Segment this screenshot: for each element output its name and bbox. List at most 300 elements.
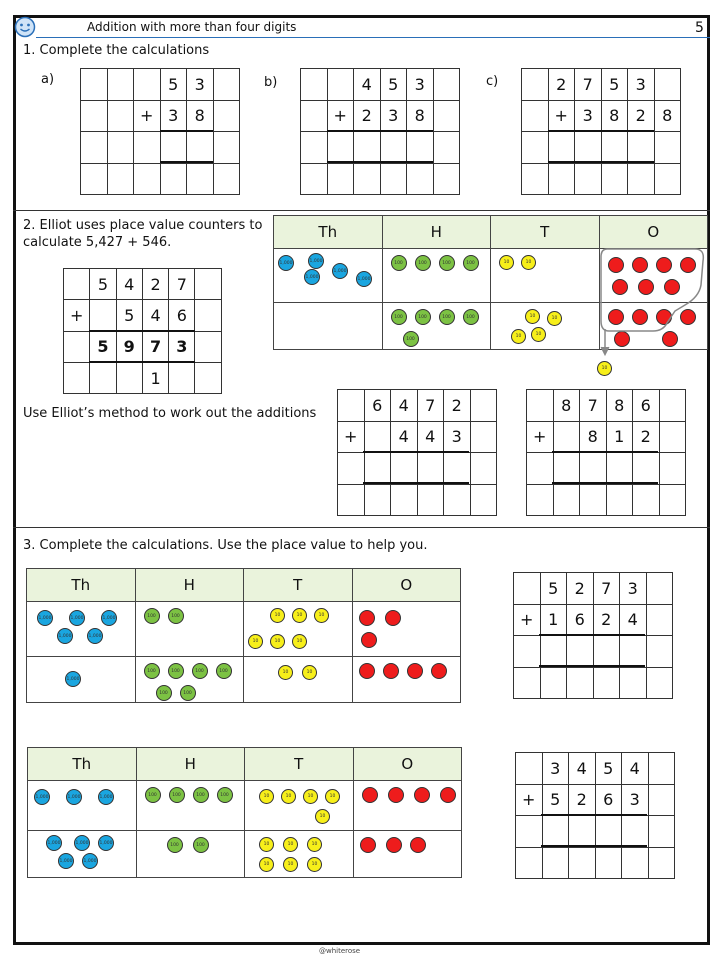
grid-cell: 2 (549, 69, 576, 101)
page-number: 5 (695, 20, 704, 36)
grid-cell: 5 (90, 269, 116, 300)
grid-cell: 8 (655, 101, 682, 133)
grid-cell: 2 (569, 785, 596, 817)
grid-cell[interactable] (418, 485, 445, 517)
grid-cell: + (328, 101, 355, 133)
q2-intro-line1: 2. Elliot uses place value counters to (23, 218, 263, 233)
grid-cell[interactable] (549, 132, 576, 164)
grid-cell: 2 (628, 101, 655, 133)
grid-cell[interactable] (647, 668, 674, 700)
grid-cell[interactable] (514, 636, 541, 668)
thousand-counter: 1,000 (98, 789, 114, 805)
ten-counter: 10 (325, 789, 340, 804)
grid-cell: 7 (580, 390, 607, 422)
grid-cell[interactable] (90, 300, 116, 331)
grid-cell: 1 (143, 363, 169, 394)
ten-counter: 10 (314, 608, 329, 623)
thousand-counter: 1,000 (58, 853, 74, 869)
grid-cell[interactable] (365, 453, 392, 485)
hundred-counter: 100 (169, 787, 185, 803)
grid-cell[interactable] (622, 848, 649, 880)
grid-cell[interactable] (108, 132, 135, 164)
grid-cell: 7 (575, 69, 602, 101)
grid-cell[interactable] (596, 816, 623, 848)
one-counter (386, 837, 402, 853)
grid-cell[interactable] (633, 485, 660, 517)
ten-counter: 10 (281, 789, 296, 804)
thousand-counter: 1,000 (308, 253, 324, 269)
hundred-counter: 100 (144, 663, 160, 679)
col-tens-header: T (245, 748, 354, 781)
ten-counter: 10 (292, 634, 307, 649)
grid-cell[interactable] (569, 848, 596, 880)
thousand-counter: 1,000 (101, 610, 117, 626)
col-ones-header: O (353, 748, 462, 781)
grid-cell[interactable] (444, 453, 471, 485)
hundred-counter: 100 (168, 663, 184, 679)
grid-cell[interactable] (90, 363, 116, 394)
ten-counter: 10 (499, 255, 514, 270)
grid-cell: 4 (569, 753, 596, 785)
grid-cell: 3 (407, 69, 434, 101)
grid-cell[interactable] (354, 132, 381, 164)
exchange-annotation (595, 245, 707, 380)
grid-cell: 6 (596, 785, 623, 817)
grid-cell[interactable] (620, 668, 647, 700)
grid-cell[interactable] (381, 132, 408, 164)
grid-cell: 3 (575, 101, 602, 133)
col-thousands-header: Th (27, 569, 136, 602)
grid-cell: 8 (554, 390, 581, 422)
grid-cell[interactable] (649, 785, 676, 817)
thousand-counter: 1,000 (278, 255, 294, 271)
grid-cell[interactable] (527, 453, 554, 485)
q2-method-text: Use Elliot’s method to work out the additions (23, 406, 317, 421)
grid-cell[interactable] (554, 485, 581, 517)
grid-cell[interactable] (187, 164, 214, 196)
grid-cell[interactable] (649, 816, 676, 848)
grid-cell: 8 (580, 422, 607, 454)
grid-cell: 3 (628, 69, 655, 101)
grid-cell[interactable] (328, 69, 355, 101)
grid-cell[interactable] (554, 453, 581, 485)
grid-cell[interactable] (575, 132, 602, 164)
one-counter (359, 663, 375, 679)
q1-label-a: a) (41, 72, 55, 87)
one-counter (407, 663, 423, 679)
grid-cell[interactable] (301, 132, 328, 164)
grid-cell: 7 (169, 269, 195, 300)
hundred-counter: 100 (192, 663, 208, 679)
ten-counter: 10 (531, 327, 546, 342)
grid-cell[interactable] (514, 573, 541, 605)
grid-cell: 4 (622, 753, 649, 785)
grid-cell[interactable] (516, 848, 543, 880)
ten-counter: 10 (511, 329, 526, 344)
grid-cell[interactable] (407, 164, 434, 196)
grid-cell[interactable] (108, 101, 135, 133)
ten-counter: 10 (248, 634, 263, 649)
grid-cell[interactable] (381, 164, 408, 196)
ten-counter: 10 (307, 837, 322, 852)
hundred-counter: 100 (439, 255, 455, 271)
thousand-counter: 1,000 (37, 610, 53, 626)
grid-cell[interactable] (541, 668, 568, 700)
grid-cell[interactable] (628, 132, 655, 164)
one-counter (431, 663, 447, 679)
grid-cell[interactable] (660, 453, 687, 485)
grid-cell[interactable] (81, 164, 108, 196)
divider-q2-q3 (13, 527, 710, 528)
grid-cell[interactable] (655, 132, 682, 164)
grid-cell[interactable] (81, 101, 108, 133)
exchanged-ten-counter: 10 (597, 361, 612, 376)
grid-cell[interactable] (64, 332, 90, 363)
grid-cell: 5 (596, 753, 623, 785)
grid-cell[interactable] (134, 132, 161, 164)
grid-cell[interactable] (620, 636, 647, 668)
grid-cell[interactable] (338, 453, 365, 485)
q1-label-b: b) (264, 75, 278, 90)
grid-cell: 2 (143, 269, 169, 300)
grid-cell[interactable] (471, 485, 498, 517)
hundred-counter: 100 (415, 309, 431, 325)
grid-cell: 4 (391, 390, 418, 422)
grid-cell[interactable] (649, 848, 676, 880)
col-tens-header: T (491, 216, 600, 249)
hundred-counter: 100 (180, 685, 196, 701)
grid-cell[interactable] (516, 816, 543, 848)
grid-cell[interactable] (117, 363, 143, 394)
grid-cell: 3 (169, 332, 195, 363)
ten-counter: 10 (547, 311, 562, 326)
grid-cell: 6 (567, 605, 594, 637)
grid-cell[interactable] (169, 363, 195, 394)
grid-cell: 2 (567, 573, 594, 605)
grid-cell: 8 (602, 101, 629, 133)
grid-cell[interactable] (301, 69, 328, 101)
hundred-counter: 100 (217, 787, 233, 803)
grid-cell[interactable] (522, 164, 549, 196)
grid-cell: 3 (381, 101, 408, 133)
grid-cell[interactable] (660, 422, 687, 454)
grid-cell[interactable] (108, 164, 135, 196)
hundred-counter: 100 (415, 255, 431, 271)
grid-cell[interactable] (580, 453, 607, 485)
thousand-counter: 1,000 (66, 789, 82, 805)
ten-counter: 10 (302, 665, 317, 680)
grid-cell[interactable] (594, 668, 621, 700)
thousand-counter: 1,000 (304, 269, 320, 285)
thousand-counter: 1,000 (34, 789, 50, 805)
grid-cell: + (338, 422, 365, 454)
grid-cell[interactable] (195, 269, 221, 300)
one-counter (360, 837, 376, 853)
grid-cell: 4 (354, 69, 381, 101)
grid-cell: 8 (607, 390, 634, 422)
grid-cell[interactable] (628, 164, 655, 196)
grid-cell[interactable] (365, 422, 392, 454)
grid-cell: 7 (418, 390, 445, 422)
grid-cell[interactable] (575, 164, 602, 196)
grid-cell: 2 (444, 390, 471, 422)
grid-cell[interactable] (64, 269, 90, 300)
grid-cell[interactable] (64, 363, 90, 394)
hundred-counter: 100 (439, 309, 455, 325)
grid-cell: + (134, 101, 161, 133)
grid-cell[interactable] (514, 668, 541, 700)
grid-cell: 2 (633, 422, 660, 454)
col-ones-header: O (599, 216, 708, 249)
grid-cell[interactable] (301, 101, 328, 133)
grid-cell: 2 (594, 605, 621, 637)
hundred-counter: 100 (193, 837, 209, 853)
hundred-counter: 100 (463, 309, 479, 325)
grid-cell[interactable] (622, 816, 649, 848)
grid-cell[interactable] (602, 164, 629, 196)
grid-cell[interactable] (365, 485, 392, 517)
grid-cell: 1 (541, 605, 568, 637)
grid-cell[interactable] (549, 164, 576, 196)
grid-cell[interactable] (195, 363, 221, 394)
thousand-counter: 1,000 (87, 628, 103, 644)
ten-counter: 10 (283, 837, 298, 852)
col-hundreds-header: H (136, 748, 245, 781)
grid-cell[interactable] (543, 848, 570, 880)
header-underline (36, 37, 710, 38)
grid-cell: 3 (620, 573, 647, 605)
one-counter (414, 787, 430, 803)
grid-cell[interactable] (354, 164, 381, 196)
grid-cell[interactable] (338, 390, 365, 422)
one-counter (388, 787, 404, 803)
col-thousands-header: Th (28, 748, 137, 781)
grid-cell: 9 (117, 332, 143, 363)
divider-q1-q2 (13, 210, 710, 211)
grid-cell[interactable] (655, 164, 682, 196)
one-counter (410, 837, 426, 853)
grid-cell: 4 (143, 300, 169, 331)
thousand-counter: 1,000 (356, 271, 372, 287)
ten-counter: 10 (525, 309, 540, 324)
ten-counter: 10 (278, 665, 293, 680)
col-hundreds-header: H (382, 216, 491, 249)
grid-cell: 5 (541, 573, 568, 605)
one-counter (362, 787, 378, 803)
grid-cell[interactable] (434, 164, 461, 196)
thousand-counter: 1,000 (57, 628, 73, 644)
one-counter (383, 663, 399, 679)
ten-counter: 10 (270, 634, 285, 649)
grid-cell[interactable] (187, 132, 214, 164)
grid-cell[interactable] (195, 300, 221, 331)
grid-cell: 4 (391, 422, 418, 454)
hundred-counter: 100 (145, 787, 161, 803)
grid-cell[interactable] (527, 485, 554, 517)
q3-place-value-chart-2 (27, 747, 462, 878)
hundred-counter: 100 (391, 309, 407, 325)
grid-cell[interactable] (541, 636, 568, 668)
grid-cell[interactable] (647, 605, 674, 637)
grid-cell[interactable] (647, 636, 674, 668)
grid-cell[interactable] (214, 101, 241, 133)
q3-heading: 3. Complete the calculations. Use the place value to help you. (23, 538, 428, 553)
grid-cell[interactable] (391, 453, 418, 485)
grid-cell: 7 (143, 332, 169, 363)
thousand-counter: 1,000 (69, 610, 85, 626)
grid-cell: + (549, 101, 576, 133)
grid-cell[interactable] (660, 390, 687, 422)
grid-cell: + (64, 300, 90, 331)
thousand-counter: 1,000 (65, 671, 81, 687)
grid-cell: 5 (543, 785, 570, 817)
grid-cell: 5 (602, 69, 629, 101)
ten-counter: 10 (303, 789, 318, 804)
ten-counter: 10 (283, 857, 298, 872)
grid-cell: 6 (633, 390, 660, 422)
grid-cell[interactable] (444, 485, 471, 517)
grid-cell: 3 (161, 101, 188, 133)
grid-cell[interactable] (567, 668, 594, 700)
grid-cell[interactable] (134, 164, 161, 196)
footer-credit: @whiterose (319, 947, 361, 955)
grid-cell[interactable] (554, 422, 581, 454)
grid-cell[interactable] (81, 132, 108, 164)
grid-cell[interactable] (338, 485, 365, 517)
grid-cell[interactable] (418, 453, 445, 485)
grid-cell: 8 (187, 101, 214, 133)
grid-cell[interactable] (522, 69, 549, 101)
grid-cell: 4 (117, 269, 143, 300)
grid-cell[interactable] (660, 485, 687, 517)
grid-cell[interactable] (328, 132, 355, 164)
thousand-counter: 1,000 (82, 853, 98, 869)
grid-cell[interactable] (434, 132, 461, 164)
one-counter (361, 632, 377, 648)
grid-cell: 4 (418, 422, 445, 454)
grid-cell: 4 (620, 605, 647, 637)
grid-cell[interactable] (434, 101, 461, 133)
grid-cell[interactable] (543, 816, 570, 848)
col-hundreds-header: H (135, 569, 244, 602)
grid-cell[interactable] (214, 132, 241, 164)
grid-cell[interactable] (214, 69, 241, 101)
grid-cell[interactable] (527, 390, 554, 422)
one-counter (359, 610, 375, 626)
grid-cell: 5 (381, 69, 408, 101)
ten-counter: 10 (259, 837, 274, 852)
grid-cell[interactable] (434, 69, 461, 101)
page-title: Addition with more than four digits (87, 20, 297, 34)
grid-cell[interactable] (301, 164, 328, 196)
grid-cell: 6 (169, 300, 195, 331)
grid-cell[interactable] (607, 453, 634, 485)
grid-cell[interactable] (649, 753, 676, 785)
grid-cell: 5 (90, 332, 116, 363)
hundred-counter: 100 (144, 608, 160, 624)
grid-cell: 7 (594, 573, 621, 605)
col-ones-header: O (352, 569, 461, 602)
grid-cell: 3 (543, 753, 570, 785)
grid-cell[interactable] (134, 69, 161, 101)
grid-cell[interactable] (214, 164, 241, 196)
grid-cell[interactable] (594, 636, 621, 668)
hundred-counter: 100 (168, 608, 184, 624)
grid-cell: 5 (117, 300, 143, 331)
ten-counter: 10 (292, 608, 307, 623)
grid-cell[interactable] (471, 422, 498, 454)
grid-cell[interactable] (633, 453, 660, 485)
grid-cell: 8 (407, 101, 434, 133)
grid-cell: 1 (607, 422, 634, 454)
grid-cell[interactable] (161, 132, 188, 164)
grid-cell[interactable] (596, 848, 623, 880)
hundred-counter: 100 (463, 255, 479, 271)
grid-cell[interactable] (580, 485, 607, 517)
ten-counter: 10 (259, 857, 274, 872)
grid-cell[interactable] (567, 636, 594, 668)
thousand-counter: 1,000 (46, 835, 62, 851)
grid-cell[interactable] (407, 132, 434, 164)
ten-counter: 10 (307, 857, 322, 872)
grid-cell[interactable] (522, 132, 549, 164)
grid-cell: 3 (187, 69, 214, 101)
grid-cell[interactable] (655, 69, 682, 101)
grid-cell[interactable] (471, 453, 498, 485)
thousand-counter: 1,000 (332, 263, 348, 279)
q1-label-c: c) (486, 74, 499, 89)
grid-cell: 6 (365, 390, 392, 422)
grid-cell[interactable] (602, 132, 629, 164)
ten-counter: 10 (521, 255, 536, 270)
thousand-counter: 1,000 (74, 835, 90, 851)
grid-cell[interactable] (161, 164, 188, 196)
hundred-counter: 100 (403, 331, 419, 347)
q2-intro-line2: calculate 5,427 + 546. (23, 235, 172, 250)
grid-cell: + (516, 785, 543, 817)
thousand-counter: 1,000 (98, 835, 114, 851)
grid-cell: 5 (161, 69, 188, 101)
grid-cell: 3 (622, 785, 649, 817)
ten-counter: 10 (259, 789, 274, 804)
q1-heading: 1. Complete the calculations (23, 43, 210, 58)
grid-cell[interactable] (569, 816, 596, 848)
one-counter (385, 610, 401, 626)
hundred-counter: 100 (391, 255, 407, 271)
grid-cell[interactable] (516, 753, 543, 785)
col-thousands-header: Th (274, 216, 383, 249)
grid-cell[interactable] (328, 164, 355, 196)
grid-cell[interactable] (391, 485, 418, 517)
hundred-counter: 100 (216, 663, 232, 679)
grid-cell[interactable] (108, 69, 135, 101)
grid-cell: 3 (444, 422, 471, 454)
grid-cell[interactable] (647, 573, 674, 605)
grid-cell[interactable] (81, 69, 108, 101)
q3-place-value-chart-1 (26, 568, 461, 703)
grid-cell[interactable] (195, 332, 221, 363)
hundred-counter: 100 (193, 787, 209, 803)
grid-cell[interactable] (471, 390, 498, 422)
grid-cell[interactable] (607, 485, 634, 517)
one-counter (440, 787, 456, 803)
hundred-counter: 100 (156, 685, 172, 701)
ten-counter: 10 (270, 608, 285, 623)
ten-counter: 10 (315, 809, 330, 824)
grid-cell: + (514, 605, 541, 637)
smiley-face-icon (14, 16, 36, 38)
grid-cell[interactable] (522, 101, 549, 133)
